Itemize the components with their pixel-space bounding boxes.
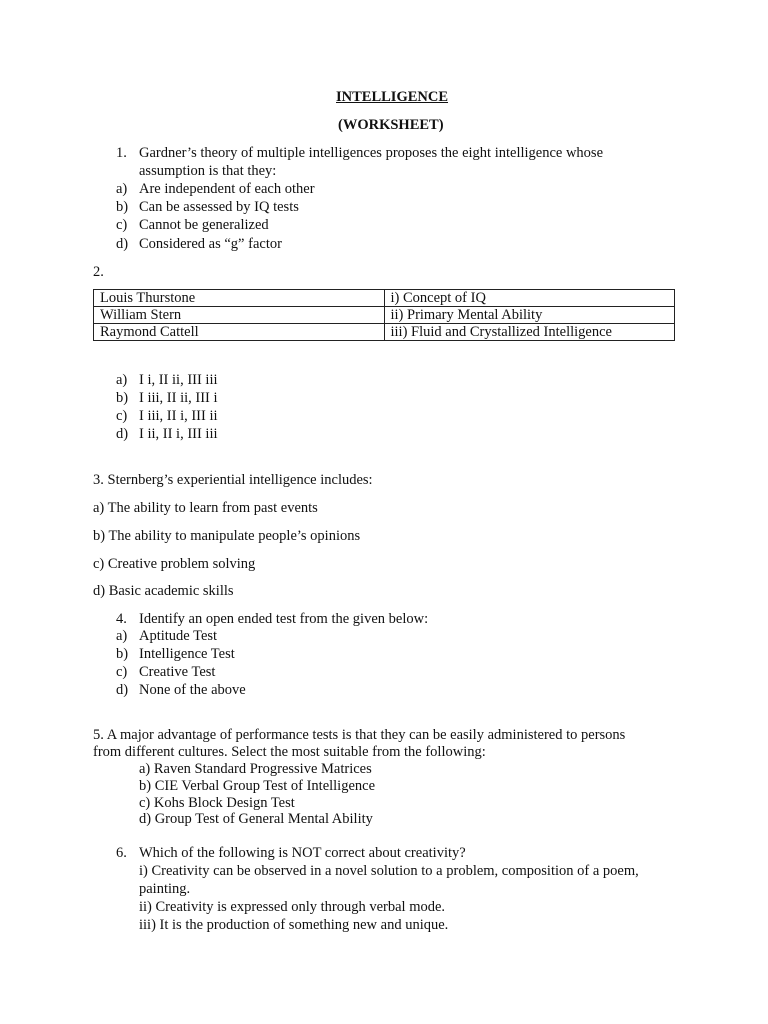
option-text: b) The ability to manipulate people’s opinions xyxy=(93,528,361,544)
question-number: 4. xyxy=(116,611,127,627)
option-label: d) xyxy=(116,426,129,442)
option-text: Can be assessed by IQ tests xyxy=(139,199,299,215)
option-text: I ii, II i, III iii xyxy=(139,426,218,442)
question-text: assumption is that they: xyxy=(139,163,277,179)
question-text: 5. A major advantage of performance tests is that they can be easily administered to persons xyxy=(93,727,626,743)
option-label: a) xyxy=(116,372,128,388)
worksheet-subtitle: (WORKSHEET) xyxy=(338,117,444,133)
question-text: Gardner’s theory of multiple intelligences proposes the eight intelligence whose xyxy=(139,145,604,161)
question-number: 6. xyxy=(116,845,127,861)
option-label: d) xyxy=(116,236,129,252)
question-text: from different cultures. Select the most suitable from the following: xyxy=(93,744,486,760)
option-label: c) xyxy=(116,408,128,424)
option-label: b) xyxy=(116,390,129,406)
option-text: a) Raven Standard Progressive Matrices xyxy=(139,761,372,777)
option-text: c) Kohs Block Design Test xyxy=(139,795,295,811)
question-number: 2. xyxy=(93,264,104,280)
question-number: 1. xyxy=(116,145,127,161)
matching-table xyxy=(93,289,675,341)
table-cell: Raymond Cattell xyxy=(94,324,385,341)
statement-text: ii) Creativity is expressed only through verbal mode. xyxy=(139,899,446,915)
table-cell: Louis Thurstone xyxy=(94,290,385,307)
option-text: None of the above xyxy=(139,682,246,698)
table-cell: iii) Fluid and Crystallized Intelligence xyxy=(384,324,675,341)
option-text: Creative Test xyxy=(139,664,216,680)
worksheet-title: INTELLIGENCE xyxy=(336,89,449,105)
option-text: b) CIE Verbal Group Test of Intelligence xyxy=(139,778,376,794)
option-text: Intelligence Test xyxy=(139,646,235,662)
option-text: I i, II ii, III iii xyxy=(139,372,218,388)
table-row xyxy=(94,290,675,307)
option-text: I iii, II i, III ii xyxy=(139,408,218,424)
option-text: d) Basic academic skills xyxy=(93,583,234,599)
option-text: c) Creative problem solving xyxy=(93,556,256,572)
table-cell: i) Concept of IQ xyxy=(384,290,675,307)
statement-text: iii) It is the production of something new and unique. xyxy=(139,917,449,933)
question-text: Which of the following is NOT correct about creativity? xyxy=(139,845,466,861)
option-label: b) xyxy=(116,199,129,215)
table-row xyxy=(94,307,675,324)
table-row xyxy=(94,324,675,341)
option-text: Are independent of each other xyxy=(139,181,315,197)
question-text: 3. Sternberg’s experiential intelligence includes: xyxy=(93,472,373,488)
option-text: Considered as “g” factor xyxy=(139,236,282,252)
question-text: Identify an open ended test from the given below: xyxy=(139,611,429,627)
option-label: a) xyxy=(116,181,128,197)
option-text: Cannot be generalized xyxy=(139,217,269,233)
table-cell: William Stern xyxy=(94,307,385,324)
option-text: I iii, II ii, III i xyxy=(139,390,218,406)
option-label: a) xyxy=(116,628,128,644)
option-text: d) Group Test of General Mental Ability xyxy=(139,811,373,827)
table-cell: ii) Primary Mental Ability xyxy=(384,307,675,324)
option-label: d) xyxy=(116,682,129,698)
option-label: c) xyxy=(116,217,128,233)
statement-text: painting. xyxy=(139,881,191,897)
statement-text: i) Creativity can be observed in a novel solution to a problem, composition of a poem, xyxy=(139,863,639,879)
option-text: a) The ability to learn from past events xyxy=(93,500,318,516)
option-label: c) xyxy=(116,664,128,680)
option-text: Aptitude Test xyxy=(139,628,218,644)
option-label: b) xyxy=(116,646,129,662)
